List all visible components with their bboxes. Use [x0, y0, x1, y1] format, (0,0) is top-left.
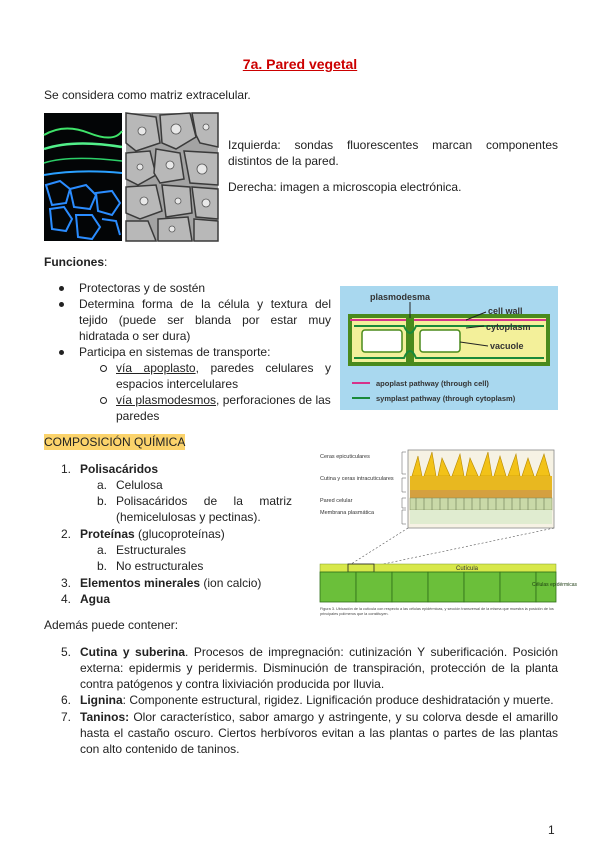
item-detail: (glucoproteínas): [134, 527, 225, 541]
images-caption-right: Derecha: imagen a microscopia electrónica.: [228, 180, 462, 194]
polisacaridos-subitem: [97, 477, 296, 493]
funcion-item: [79, 296, 331, 344]
funcion-text: Protectoras y de sostén: [79, 281, 206, 295]
item-detail: : Componente estructural, rigidez. Lignificación produce deshidratación y muerte.: [122, 693, 554, 707]
subitem-text: Celulosa: [116, 478, 163, 492]
subitem-letter: b.: [97, 559, 108, 573]
plasmodesma-diagram: [340, 286, 558, 410]
bullet-icon: [59, 286, 64, 291]
funcion-text: Participa en sistemas de transporte:: [79, 345, 271, 359]
bullet-icon: [59, 350, 64, 355]
proteinas-subitem: [97, 558, 296, 574]
cuticula-diagram: [316, 446, 578, 626]
symplast-legend: symplast pathway (through cytoplasm): [376, 394, 516, 403]
plasmodesmos-link[interactable]: vía plasmodesmos: [116, 393, 217, 407]
intro-text: Se considera como matriz extracelular.: [44, 88, 251, 102]
item-detail: (ion calcio): [200, 576, 262, 590]
item-title: Proteínas: [80, 527, 135, 541]
subitem-letter: a.: [97, 543, 108, 557]
membrana-label: Membrana plasmática: [320, 510, 375, 516]
cell-wall-label: cell wall: [488, 306, 523, 316]
item-title: Elementos minerales: [80, 576, 201, 590]
subitem-text: Estructurales: [116, 543, 187, 557]
item-title: Cutina y suberina: [80, 645, 186, 659]
fluorescence-image: [44, 113, 122, 241]
funciones-colon: :: [104, 255, 108, 269]
pared-label: Pared celular: [320, 498, 353, 504]
funcion-item: [79, 280, 331, 296]
item-title: Polisacáridos: [80, 462, 159, 476]
composicion-item: [61, 461, 295, 477]
electron-microscopy-image: [126, 113, 218, 241]
composicion-item: [61, 526, 295, 542]
funcion-text: Determina forma de la célula y textura del tejido (puede ser blanda por estar muy hidratada o ser dura): [79, 297, 331, 343]
celulas-label: Células epidérmicas: [532, 582, 578, 588]
apoplasto-link[interactable]: vía apoplasto: [116, 361, 196, 375]
polisacaridos-subitem: [97, 493, 292, 525]
item-detail: Olor característico, sabor amargo y astringente, y su colorva desde el amarillo hasta el castaño oscuro. Ciertos herbívoros evitan a las plantas o partes de las plantas con alto contenido de taninos.: [80, 710, 558, 756]
subitem-letter: b.: [97, 494, 108, 508]
item-title: Lignina: [80, 693, 123, 707]
item-number: 4.: [61, 592, 72, 606]
cuticula-label: Cutícula: [456, 566, 479, 572]
funciones-label: Funciones: [44, 255, 105, 269]
item-title: Agua: [80, 592, 110, 606]
apoplasto-text: , paredes celulares y espacios intercelulares: [116, 361, 331, 391]
apoplast-legend: apoplast pathway (through cell): [376, 379, 489, 388]
extra-item: [61, 644, 559, 692]
ceras-label: Ceras epicuticulares: [320, 454, 370, 460]
bullet-icon: [59, 302, 64, 307]
subitem-text: Polisacáridos de la matriz (hemicelulosas y pectinas).: [116, 494, 292, 524]
composicion-heading-text: COMPOSICIÓN QUÍMICA: [44, 435, 186, 449]
page-title: 7a. Pared vegetal: [242, 56, 358, 72]
cytoplasm-label: cytoplasm: [486, 322, 531, 332]
item-number: 7.: [61, 710, 72, 724]
item-title: Taninos:: [80, 710, 130, 724]
composicion-heading: [44, 434, 185, 450]
item-number: 1.: [61, 462, 72, 476]
cutina-label: Cutina y ceras intracuticulares: [320, 476, 394, 482]
circle-bullet-icon: [100, 365, 107, 372]
extra-item: [61, 709, 558, 757]
subitem-text: No estructurales: [116, 559, 204, 573]
item-number: 6.: [61, 693, 72, 707]
transport-subitem: [116, 360, 331, 392]
funciones-heading: [44, 254, 107, 270]
vacuole-label: vacuole: [490, 341, 524, 351]
transport-subitem: [116, 392, 331, 424]
images-caption-left: Izquierda: sondas fluorescentes marcan componentes distintos de la pared.: [228, 138, 558, 168]
extra-item: [61, 692, 558, 708]
item-detail: . Procesos de impregnación: cutinización Y suberificación. Posición externa: epidermis y peridermis. Disminución de transpiración, protección de la planta contra patógenos y contra lixiviación producida por lluvia.: [80, 645, 559, 691]
proteinas-subitem: [97, 542, 296, 558]
plasmodesmos-text: , perforaciones de las paredes: [116, 393, 331, 423]
page-number: 1: [548, 823, 555, 837]
item-number: 5.: [61, 645, 72, 659]
item-number: 3.: [61, 576, 72, 590]
cuticula-figure-caption: Figura 3. Ubicación de la cutícula con respecto a las células epidérmicas, y sección transversal de la misma que muestra la posición de los principales polímeros que la constituyen.: [320, 607, 554, 616]
ademas-text: Además puede contener:: [44, 618, 179, 632]
composicion-item: [61, 575, 295, 591]
funcion-item: [79, 344, 331, 360]
subitem-letter: a.: [97, 478, 108, 492]
circle-bullet-icon: [100, 397, 107, 404]
plasmodesma-label: plasmodesma: [370, 292, 431, 302]
composicion-item: [61, 591, 295, 607]
item-number: 2.: [61, 527, 72, 541]
